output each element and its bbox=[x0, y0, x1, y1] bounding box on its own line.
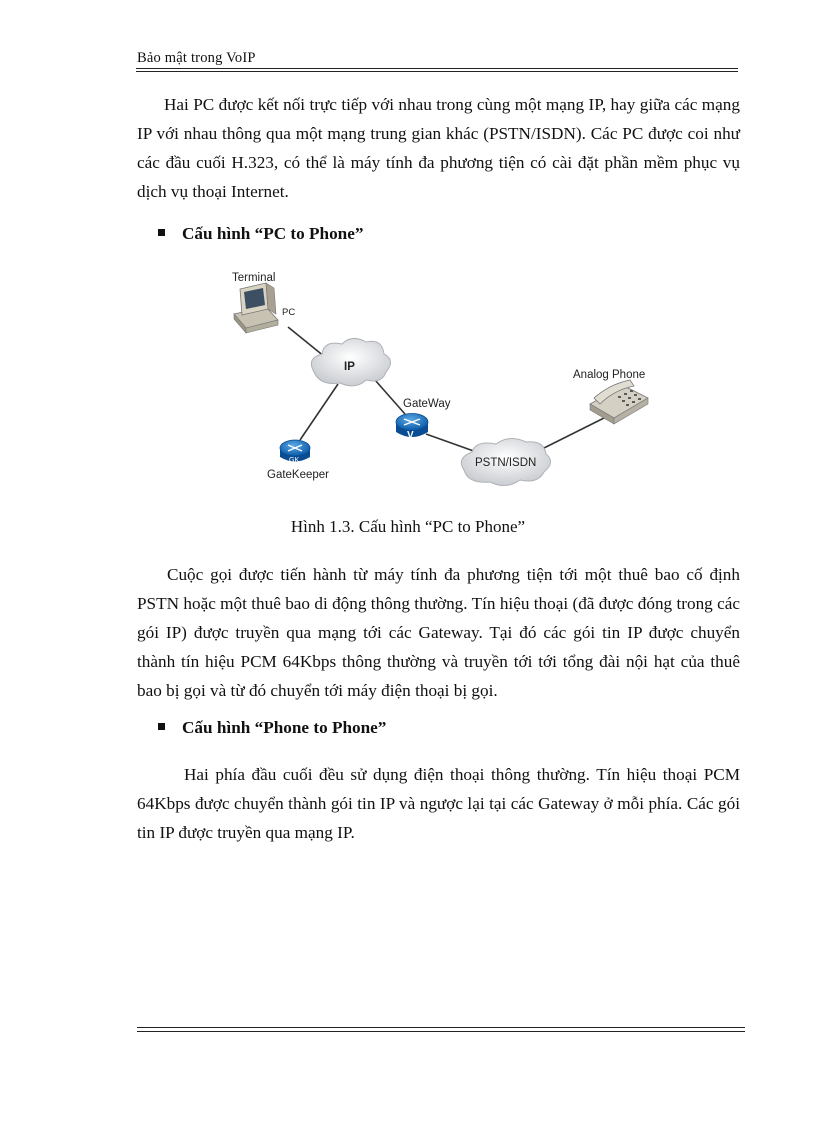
footer-rule-bottom bbox=[137, 1031, 745, 1032]
paragraph-phone-to-phone: Hai phía đầu cuối đều sử dụng điện thoại thông thường. Tín hiệu thoại PCM 64Kbps được chuyển thành gói tin IP và ngược lại tại các Gateway ở mỗi phía. Các gói tin IP được truyền qua mạng IP. bbox=[137, 765, 740, 842]
gateway-icon-label: V bbox=[407, 430, 414, 441]
analog-phone-icon bbox=[590, 380, 648, 424]
bullet-square-icon bbox=[158, 229, 165, 236]
pstn-isdn-label: PSTN/ISDN bbox=[475, 457, 537, 469]
bullet-label: Cấu hình “PC to Phone” bbox=[182, 224, 364, 243]
ip-label: IP bbox=[344, 361, 355, 373]
terminal-label: Terminal bbox=[232, 272, 276, 284]
gateway-label: GateWay bbox=[403, 398, 451, 410]
page-header-title: Bảo mật trong VoIP bbox=[137, 50, 256, 66]
header-rule-bottom bbox=[136, 71, 738, 72]
bullet-phone-to-phone bbox=[158, 718, 386, 738]
paragraph-pc-to-pc: Hai PC được kết nối trực tiếp với nhau trong cùng một mạng IP, hay giữa các mạng IP với nhau thông qua một mạng trung gian khác (PSTN/ISDN). Các PC được coi như các đầu cuối H.323, có thể là máy tính đa phương tiện có cài đặt phần mềm phục vụ dịch vụ thoại Internet. bbox=[137, 95, 740, 201]
bullet-label: Cấu hình “Phone to Phone” bbox=[182, 718, 387, 737]
bullet-square-icon bbox=[158, 723, 165, 730]
paragraph-pc-to-phone: Cuộc gọi được tiến hành từ máy tính đa phương tiện tới một thuê bao cố định PSTN hoặc một thuê bao di động thông thường. Tín hiệu thoại (đã được đóng trong các gói IP) được truyền qua mạng tới các Gateway. Tại đó các gói tin IP được chuyển thành tín hiệu PCM 64Kbps thông thường và truyền tới tới tổng đài nội hạt của thuê bao bị gọi và từ đó chuyển tới máy điện thoại bị gọi. bbox=[137, 565, 740, 700]
pc-label: PC bbox=[282, 307, 296, 318]
link-ip-gatekeeper bbox=[300, 384, 338, 440]
terminal-pc-icon bbox=[234, 283, 278, 333]
footer-rule-top bbox=[137, 1027, 745, 1028]
gk-icon-label: GK bbox=[289, 457, 300, 464]
analog-phone-label: Analog Phone bbox=[573, 369, 646, 381]
figure-caption: Hình 1.3. Cấu hình “PC to Phone” bbox=[290, 517, 526, 536]
link-ip-gateway bbox=[375, 380, 405, 414]
link-pc-ip bbox=[288, 327, 325, 357]
gatekeeper-label: GateKeeper bbox=[267, 469, 330, 481]
bullet-pc-to-phone bbox=[158, 224, 363, 244]
header-rule-top bbox=[136, 68, 738, 69]
pc-to-phone-diagram bbox=[220, 262, 660, 498]
